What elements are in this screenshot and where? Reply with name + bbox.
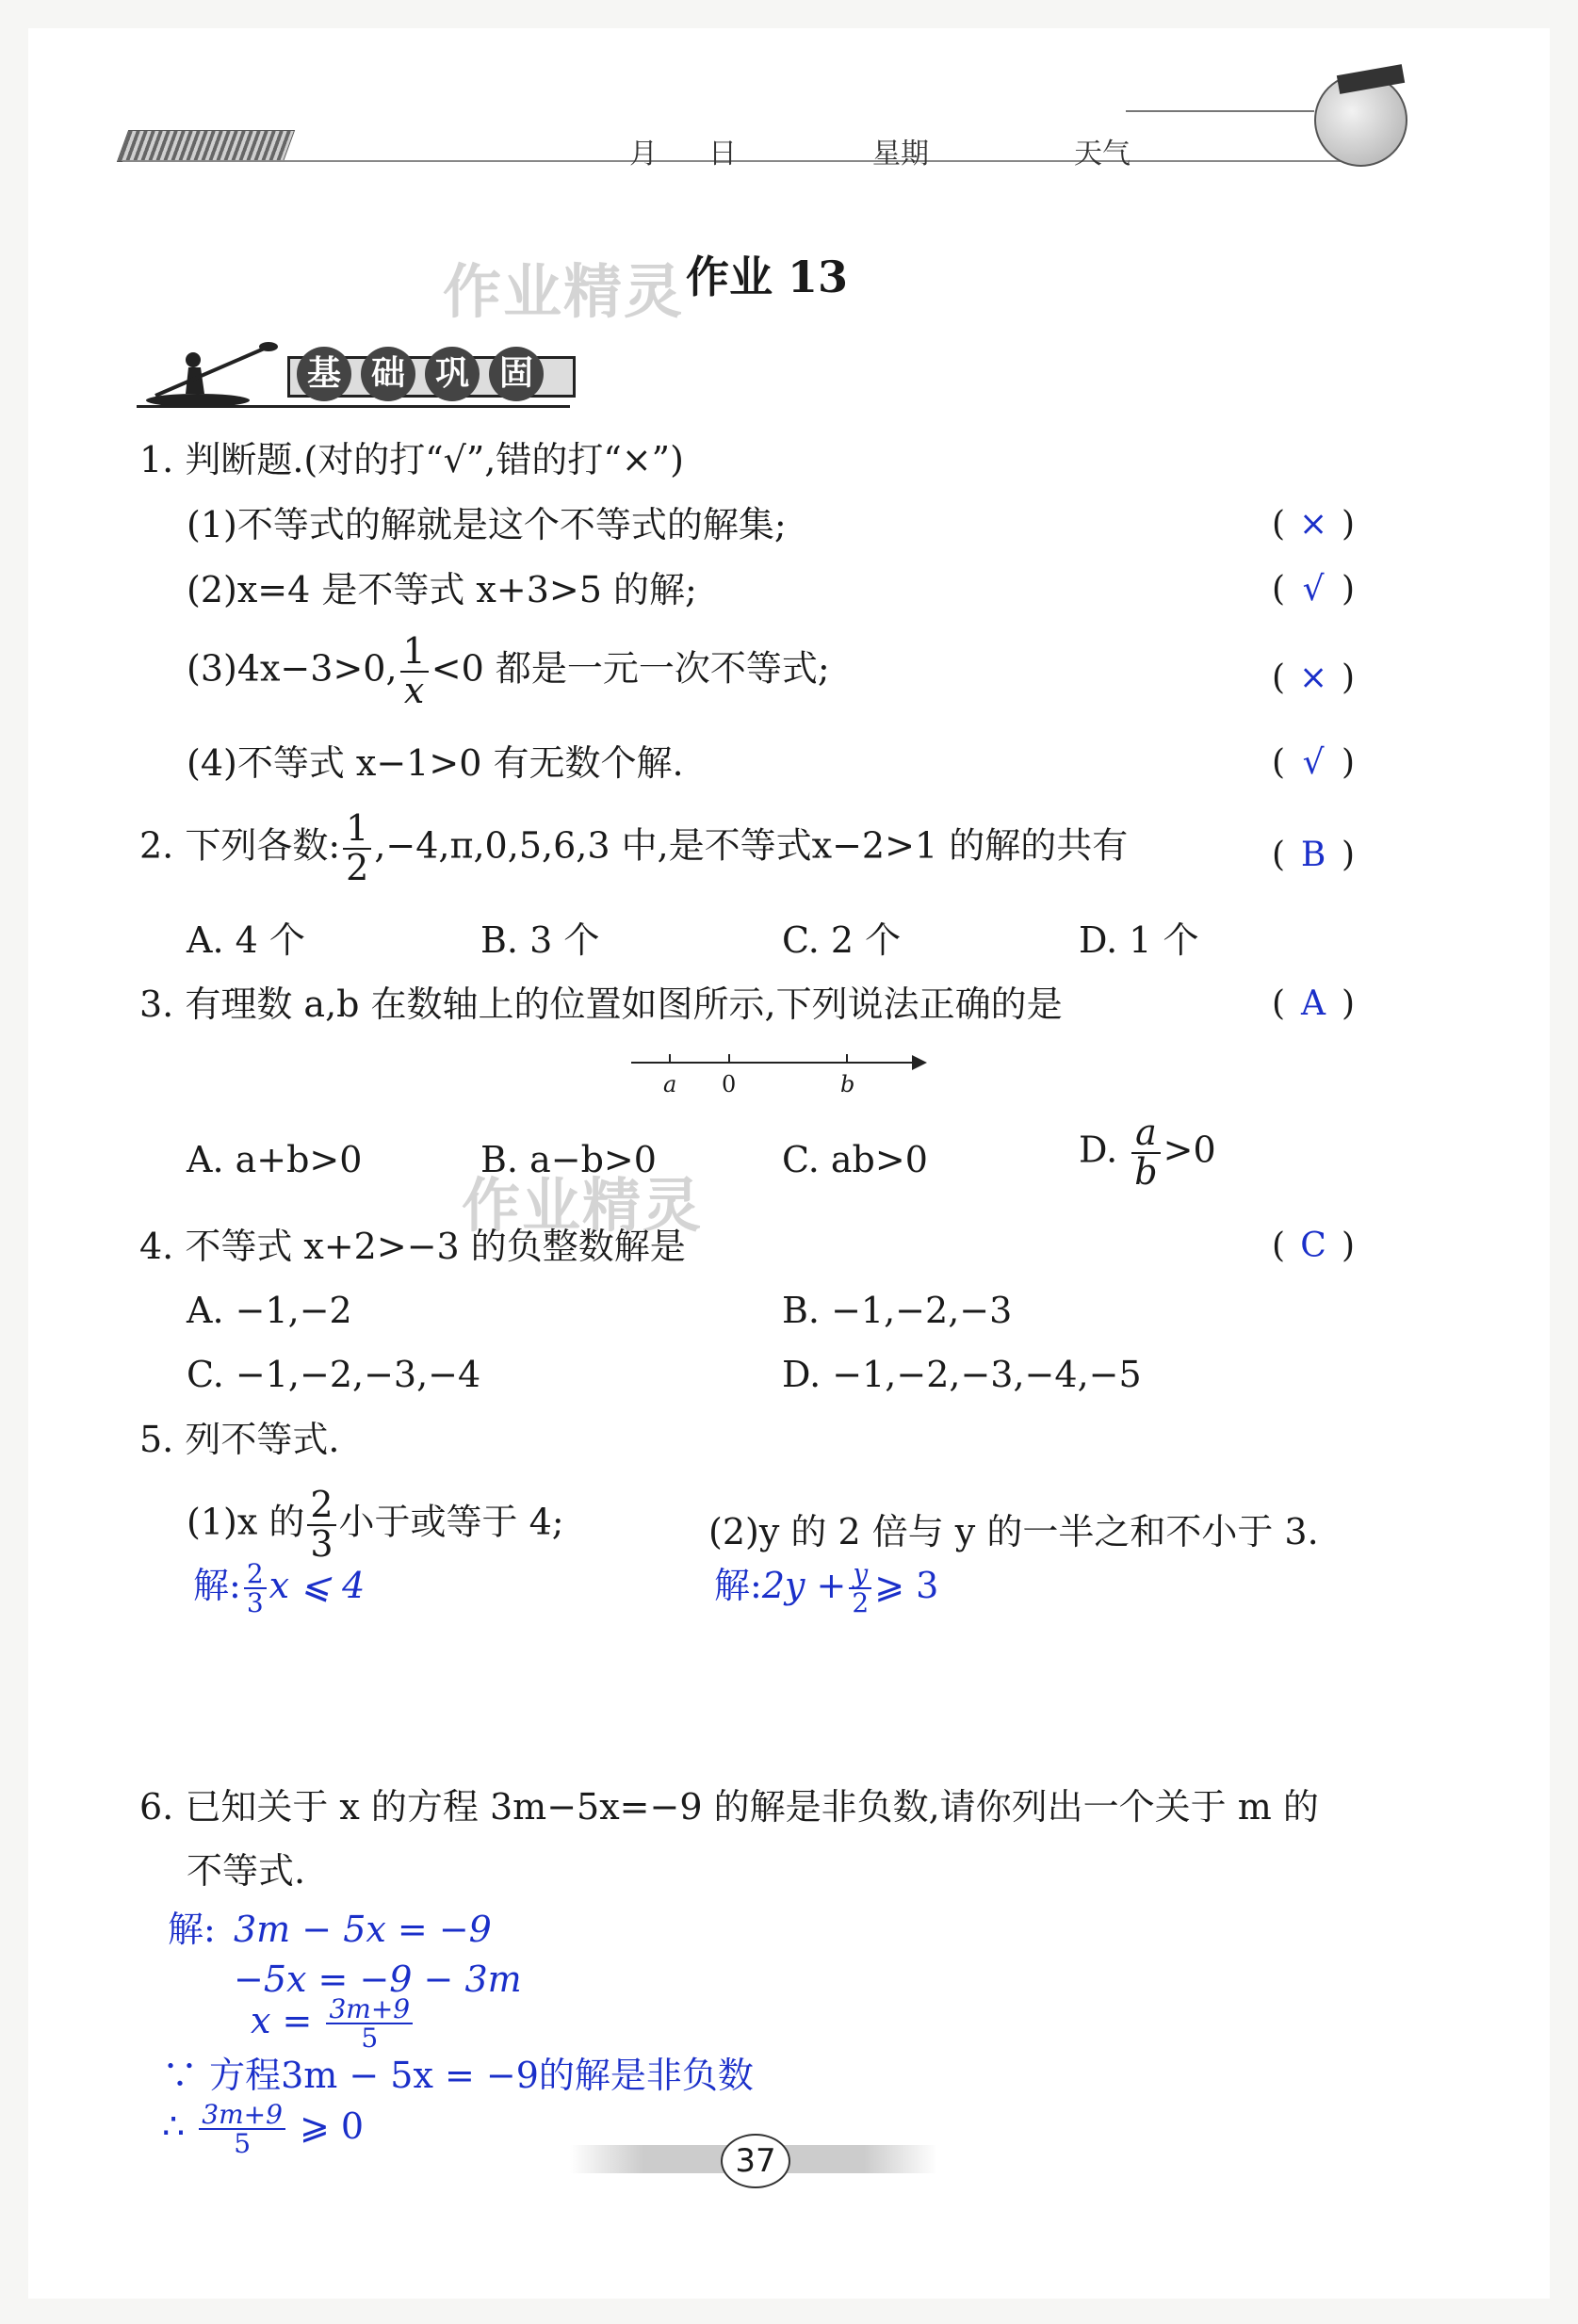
- watermark-center: 作业精灵: [462, 1171, 704, 1240]
- canoeist-icon: [137, 339, 278, 414]
- q6-solution-line-4: ∵ 方程3m − 5x = −9的解是非负数: [162, 2055, 754, 2096]
- q3-answer: A: [1301, 984, 1326, 1023]
- header-rule: [122, 160, 1366, 162]
- q6-solution-line-3: x = $\frac{3m+9}{5}$: [251, 1995, 415, 2053]
- q3-option-c: C. ab>0: [782, 1139, 928, 1180]
- q5-stem: 5. 列不等式.: [139, 1419, 340, 1460]
- q2-answer-paren: ( B ): [1272, 834, 1355, 877]
- page-number: 37: [721, 2134, 790, 2188]
- banner-char-3: 巩: [425, 347, 480, 401]
- tick-a: [669, 1054, 671, 1064]
- banner-char-1: 基: [297, 347, 351, 401]
- q1-answer-3: ×: [1298, 658, 1328, 697]
- q3-option-a: A. a+b>0: [187, 1139, 363, 1180]
- q3-option-d: D. $\frac{a}{b}$ >0: [1079, 1112, 1216, 1193]
- q5-answer-2: 解:2y + $\frac{y}{2}$ ⩾ 3: [714, 1558, 939, 1619]
- banner-char-2: 础: [361, 347, 415, 401]
- tick-b: [846, 1054, 848, 1064]
- q1-answer-paren-1: ( × ): [1272, 503, 1355, 546]
- q3-stem: 3. 有理数 a,b 在数轴上的位置如图所示,下列说法正确的是: [139, 983, 1063, 1025]
- q4-option-d: D. −1,−2,−3,−4,−5: [782, 1354, 1142, 1395]
- tick-zero: [728, 1054, 730, 1064]
- q1-item-3-part-a: (3)4x−3>0,: [187, 647, 398, 690]
- label-zero: 0: [722, 1071, 737, 1097]
- q4-option-c: C. −1,−2,−3,−4: [187, 1354, 481, 1395]
- q3-option-b: B. a−b>0: [480, 1139, 657, 1180]
- q1-item-3-part-b: <0 都是一元一次不等式;: [431, 647, 830, 690]
- q4-option-b: B. −1,−2,−3: [782, 1290, 1013, 1331]
- month-label: 月: [629, 138, 658, 171]
- q1-answer-4: √: [1302, 743, 1325, 782]
- mascot-pointer-line: [1126, 110, 1314, 112]
- banner-char-4: 固: [489, 347, 544, 401]
- q5-answer-1: 解: $\frac{2}{3}$ x ⩽ 4: [193, 1558, 366, 1619]
- q6-solution-line-1: 3m − 5x = −9: [234, 1909, 492, 1950]
- q1-answer-paren-3: ( × ): [1272, 657, 1355, 700]
- q1-answer-2: √: [1302, 570, 1325, 609]
- q2-answer: B: [1300, 836, 1326, 874]
- q5-part-2: (2)y 的 2 倍与 y 的一半之和不小于 3.: [708, 1511, 1319, 1552]
- q2-option-d: D. 1 个: [1079, 919, 1199, 961]
- watermark: 作业精灵: [443, 257, 685, 326]
- number-line-arrow-icon: [912, 1055, 927, 1070]
- q2-option-a: A. 4 个: [187, 919, 305, 961]
- q2-fraction: $\frac{1}{2}$: [343, 810, 371, 887]
- day-label: 日: [708, 138, 737, 171]
- q1-answer-1: ×: [1298, 505, 1328, 544]
- q6-solution-line-5: ∴ $\frac{3m+9}{5}$ ⩾ 0: [162, 2099, 365, 2160]
- weather-label: 天气: [1074, 138, 1131, 171]
- q1-item-1: (1)不等式的解就是这个不等式的解集;: [187, 504, 787, 545]
- q3-answer-paren: ( A ): [1272, 983, 1355, 1026]
- q4-answer: C: [1300, 1227, 1326, 1265]
- q6-solution-line-2: −5x = −9 − 3m: [234, 1958, 522, 2000]
- q2-stem: 2. 下列各数: $\frac{1}{2}$ ,−4,π,0,5,6,3 中,是不等式x−2>1 的解的共有: [139, 807, 1129, 888]
- q5-part-1: (1)x 的 $\frac{2}{3}$ 小于或等于 4;: [187, 1484, 564, 1565]
- q4-option-a: A. −1,−2: [187, 1290, 352, 1331]
- weekday-label: 星期: [872, 138, 929, 171]
- q6-stem-line-1: 6. 已知关于 x 的方程 3m−5x=−9 的解是非负数,请你列出一个关于 m 的: [139, 1786, 1319, 1828]
- q1-answer-paren-4: ( √ ): [1272, 741, 1355, 785]
- q1-item-3: [187, 630, 830, 711]
- q2-option-c: C. 2 个: [782, 919, 902, 961]
- label-a: a: [663, 1071, 677, 1097]
- label-b: b: [840, 1071, 855, 1097]
- q1-item-2: (2)x=4 是不等式 x+3>5 的解;: [187, 569, 697, 610]
- q1-stem: 1. 判断题.(对的打“√”,错的打“×”): [139, 439, 684, 480]
- q1-answer-paren-2: ( √ ): [1272, 568, 1355, 611]
- q2-option-b: B. 3 个: [480, 919, 600, 961]
- q1-item-3-fraction: $\frac{1}{x}$: [400, 633, 429, 710]
- page-title: 作业 13: [686, 252, 849, 302]
- number-line-axis: [631, 1062, 914, 1064]
- q6-stem-line-2: 不等式.: [187, 1850, 306, 1892]
- q4-answer-paren: ( C ): [1272, 1225, 1355, 1268]
- q1-item-4: (4)不等式 x−1>0 有无数个解.: [187, 742, 684, 784]
- number-line: [631, 1043, 923, 1128]
- q6-solution-label: 解:: [168, 1909, 216, 1950]
- header-decor-bar: [117, 130, 295, 162]
- q4-stem: 4. 不等式 x+2>−3 的负整数解是: [139, 1226, 686, 1267]
